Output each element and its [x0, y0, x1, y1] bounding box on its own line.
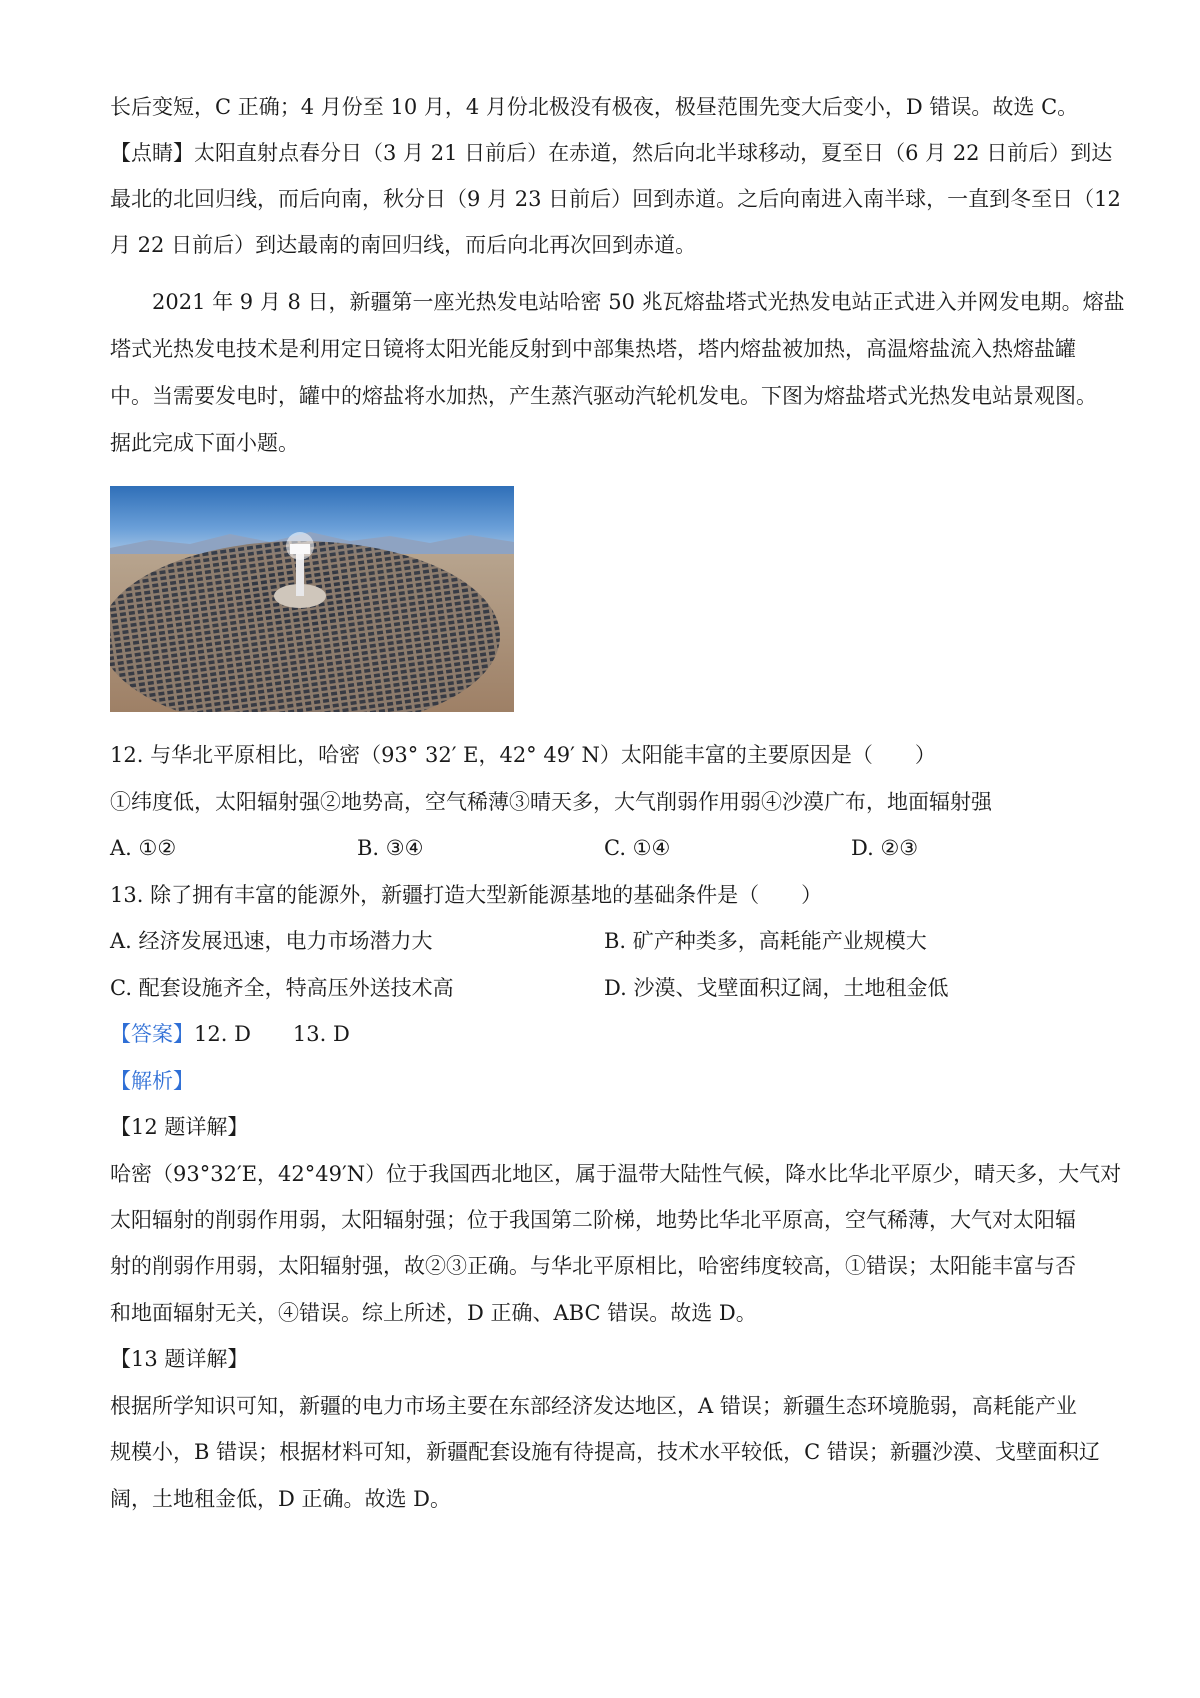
q12-detail-line-4: 和地面辐射无关，④错误。综上所述，D 正确、ABC 错误。故选 D。 — [110, 1301, 757, 1325]
q13-option-b: B. 矿产种类多，高耗能产业规模大 — [604, 929, 927, 953]
analysis-tag: 【解析】 — [110, 1069, 194, 1093]
q12-option-b: B. ③④ — [357, 836, 424, 860]
q13-detail-line-2: 规模小，B 错误；根据材料可知，新疆配套设施有待提高，技术水平较低，C 错误；新疆沙漠、戈壁面积辽 — [110, 1440, 1100, 1464]
q12-detail-heading: 【12 题详解】 — [110, 1115, 249, 1139]
material-line-1: 2021 年 9 月 8 日，新疆第一座光热发电站哈密 50 兆瓦熔盐塔式光热发电站正式进入并网发电期。熔盐 — [152, 290, 1125, 314]
answer-line — [110, 1019, 1100, 1049]
question-12-stem: 12. 与华北平原相比，哈密（93° 32′ E，42° 49′ N）太阳能丰富的主要原因是（ ） — [110, 743, 936, 767]
q12-option-d: D. ②③ — [851, 836, 919, 860]
q12-detail-line-3: 射的削弱作用弱，太阳辐射强，故②③正确。与华北平原相比，哈密纬度较高，①错误；太阳能丰富与否 — [110, 1254, 1076, 1278]
q13-option-c: C. 配套设施齐全，特高压外送技术高 — [110, 976, 454, 1000]
material-line-3: 中。当需要发电时，罐中的熔盐将水加热，产生蒸汽驱动汽轮机发电。下图为熔盐塔式光热发电站景观图。 — [110, 384, 1097, 408]
dianjing-tag: 【点睛】 — [110, 141, 194, 165]
q12-option-c: C. ①④ — [604, 836, 671, 860]
q12-option-a: A. ①② — [110, 836, 177, 860]
q13-detail-line-3: 阔，土地租金低，D 正确。故选 D。 — [110, 1487, 452, 1511]
dianjing-text: 太阳直射点春分日（3 月 21 日前后）在赤道，然后向北半球移动，夏至日（6 月 22 日前后）到达 — [194, 141, 1113, 165]
q13-detail-heading: 【13 题详解】 — [110, 1347, 249, 1371]
q12-detail-line-2: 太阳辐射的削弱作用弱，太阳辐射强；位于我国第二阶梯，地势比华北平原高，空气稀薄，大气对太阳辐 — [110, 1208, 1076, 1232]
solar-power-station-photo — [110, 486, 514, 712]
answer-text: 12. D 13. D — [194, 1022, 350, 1046]
q13-option-d: D. 沙漠、戈壁面积辽阔，土地租金低 — [604, 976, 949, 1000]
q12-detail-line-1: 哈密（93°32′E，42°49′N）位于我国西北地区，属于温带大陆性气候，降水比华北平原少，晴天多，大气对 — [110, 1162, 1122, 1186]
material-line-2: 塔式光热发电技术是利用定日镜将太阳光能反射到中部集热塔，塔内熔盐被加热，高温熔盐流入热熔盐罐 — [110, 337, 1076, 361]
previous-answer-text: 长后变短，C 正确；4 月份至 10 月，4 月份北极没有极夜，极昼范围先变大后变小，D 错误。故选 C。 — [110, 95, 1079, 119]
q13-option-a: A. 经济发展迅速，电力市场潜力大 — [110, 929, 433, 953]
answer-tag: 【答案】 — [110, 1022, 194, 1046]
question-12-items: ①纬度低，太阳辐射强②地势高，空气稀薄③晴天多，大气削弱作用弱④沙漠广布，地面辐射强 — [110, 790, 992, 814]
dianjing-line-2: 最北的北回归线，而后向南，秋分日（9 月 23 日前后）回到赤道。之后向南进入南半球，一直到冬至日（12 — [110, 187, 1121, 211]
dianjing-line-1 — [110, 138, 1113, 168]
q13-detail-line-1: 根据所学知识可知，新疆的电力市场主要在东部经济发达地区，A 错误；新疆生态环境脆弱，高耗能产业 — [110, 1394, 1077, 1418]
question-13-stem: 13. 除了拥有丰富的能源外，新疆打造大型新能源基地的基础条件是（ ） — [110, 883, 823, 907]
material-line-4: 据此完成下面小题。 — [110, 431, 299, 455]
dianjing-line-3: 月 22 日前后）到达最南的南回归线，而后向北再次回到赤道。 — [110, 233, 697, 257]
